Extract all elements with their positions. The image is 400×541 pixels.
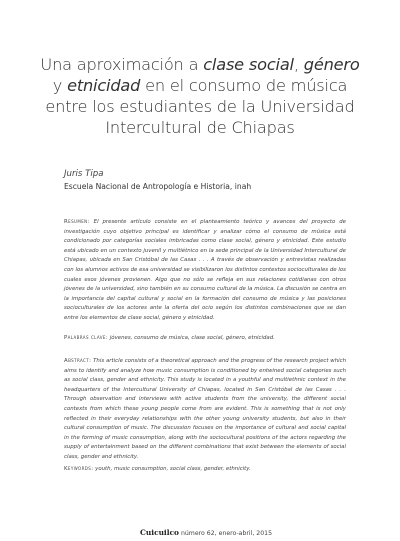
journal-logo: Cuicuilco — [140, 528, 179, 537]
abstract-english — [64, 357, 346, 463]
abstract-es-label: Resumen: — [64, 219, 90, 225]
title-part1: Una aproximación a — [40, 55, 204, 74]
author-name: Juris Tipa — [64, 169, 104, 179]
abstract-es-text: El presente artículo consiste en el planteamiento teórico y avances del proyecto de investigación cuyo objetivo principal es identificar y analizar cómo el consumo de música está condicionado por categorías sociales imbricadas como clase social, género y etnicidad. Este estudio está ubicado en un contexto juvenil y multiétnico en la sede principal de la Universidad Intercultural de Chiapas, ubicada en San Cristóbal de las Casas . . . A través de observación y entrevistas realizadas con los alumnos activos de esa universidad se visibilizaron los distintos contextos socioculturales de los cuales esos jóvenes provienen. Algo que no sólo se refleja en sus relaciones cotidianas con otros jóvenes de la universidad, sino también en su consumo cultural de la música. La discusión se centra en la importancia del capital cultural y social en la formación del consumo de música y las posiciones socioculturales de los actores ante la oferta del ocio según los distintos combinaciones que se dan entre los elementos de clase social, género y etnicidad. — [64, 219, 346, 321]
keywords-es-text: jóvenes, consumo de música, clase social, género, etnicidad. — [109, 335, 275, 341]
keywords-en-text: youth, music consumption, social class, gender, ethnicity. — [95, 466, 251, 472]
title-part3: y — [52, 76, 68, 95]
title-italic-clase-social: clase social — [203, 55, 294, 74]
title-italic-etnicidad: etnicidad — [67, 76, 141, 95]
keywords-spanish — [64, 334, 346, 344]
keywords-english — [64, 465, 346, 475]
affiliation-suffix: inah — [234, 182, 252, 191]
title-italic-genero: género — [303, 55, 360, 74]
article-title — [40, 54, 360, 138]
keywords-es-label: Palabras clave: — [64, 335, 109, 341]
title-part2: , — [293, 55, 304, 74]
issue-info: número 62, enero-abril, 2015 — [178, 530, 273, 537]
keywords-en-label: Keywords: — [64, 466, 94, 472]
page-footer — [140, 528, 340, 537]
abstract-en-label: Abstract: — [64, 358, 92, 364]
author-affiliation — [64, 182, 251, 191]
abstract-spanish — [64, 218, 346, 324]
abstract-en-text: This article consists of a theoretical approach and the progress of the research project which aims to identify and analyze how music consumption is conditioned by entwined social categories such as social class, gender and ethnicity. This study is located in a youthful and multiethnic context in the headquarters of the Intercultural University of Chiapas, located in San Cristóbal de las Casas . . . Through observation and interviews with active students from the university, the different social contexts from which these young people come from are evident. This is something that is not only reflected in their everyday relationships with the other young university students, but also in their cultural consumption of music. The discussion focuses on the importance of cultural and social capital in the forming of music consumption, along with the sociocultural positions of the actors regarding the supply of entertainment based on the different combinations that exist between the elements of social class, gender and ethnicity. — [64, 358, 346, 460]
affiliation-name: Escuela Nacional de Antropología e Historia, — [64, 182, 235, 191]
title-part4: en el consumo de música entre los estudiantes de la Universidad Intercultural de Chiapas — [45, 76, 355, 137]
